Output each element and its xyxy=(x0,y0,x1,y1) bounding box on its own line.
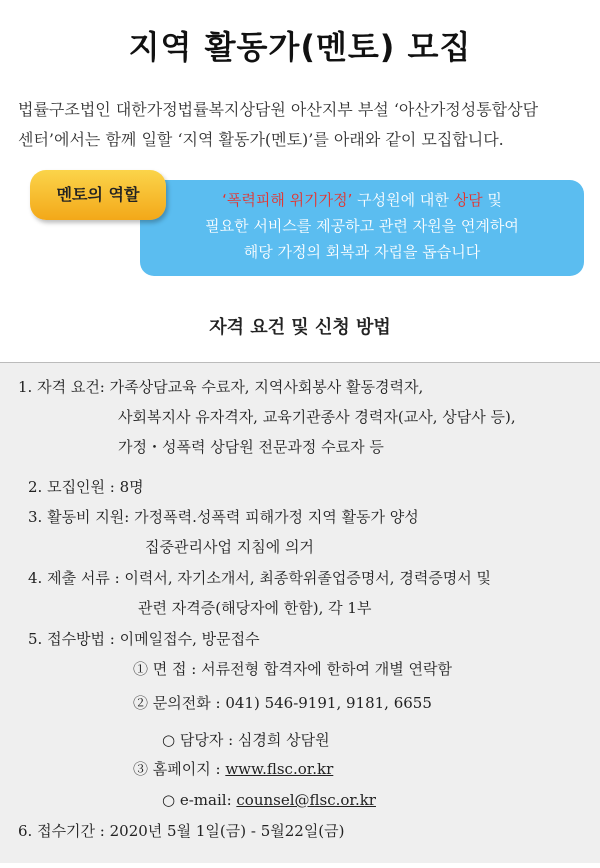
mentor-role-badge: 멘토의 역할 xyxy=(30,170,166,220)
requirement-item: 6. 접수기간 : 2020년 5월 1일(금) - 5월22일(금) xyxy=(18,822,345,840)
requirement-item: 5. 접수방법 : 이메일접수, 방문접수 xyxy=(28,630,260,648)
requirement-item: ① 면 접 : 서류전형 합격자에 한하여 개별 연락함 xyxy=(133,660,453,678)
requirement-item: ② 문의전화 : 041) 546-9191, 9181, 6655 xyxy=(133,694,432,712)
highlight-text: ‘폭력피해 위기가정’ xyxy=(222,191,353,209)
page-title: 지역 활동가(멘토) 모집 xyxy=(128,28,472,66)
homepage-label: ③ 홈페이지 : xyxy=(133,760,226,778)
role-line: 필요한 서비스를 제공하고 관련 자원을 연계하여 xyxy=(205,217,519,235)
intro-line: 법률구조법인 대한가정법률복지상담원 아산지부 부설 ‘아산가정성통합상담 xyxy=(18,100,539,119)
requirement-item: 관련 자격증(해당자에 한함), 각 1부 xyxy=(138,599,372,617)
requirement-item: 1. 자격 요건: 가족상담교육 수료자, 지역사회봉사 활동경력자, xyxy=(18,378,424,396)
email-label: ○ e-mail: xyxy=(162,791,237,809)
requirement-item: 3. 활동비 지원: 가정폭력.성폭력 피해가정 지역 활동가 양성 xyxy=(28,508,419,526)
requirement-item xyxy=(133,758,333,779)
role-text: 구성원에 대한 xyxy=(352,191,454,209)
requirement-item: 2. 모집인원 : 8명 xyxy=(28,478,144,496)
role-description-text xyxy=(140,187,584,265)
requirement-item: 사회복지사 유자격자, 교육기관종사 경력자(교사, 상담사 등), xyxy=(118,408,516,426)
role-text: 및 xyxy=(482,191,502,209)
role-line: 해당 가정의 회복과 자립을 돕습니다 xyxy=(243,243,481,261)
requirement-item xyxy=(162,791,376,809)
intro-line: 센터’에서는 함께 일할 ‘지역 활동가(멘토)’를 아래와 같이 모집합니다. xyxy=(18,130,504,149)
email-link[interactable]: counsel@flsc.or.kr xyxy=(236,791,376,809)
requirement-item: 4. 제출 서류 : 이력서, 자기소개서, 최종학위졸업증명서, 경력증명서 및 xyxy=(28,569,492,587)
requirement-item: 가정・성폭력 상담원 전문과정 수료자 등 xyxy=(118,438,384,456)
section-title: 자격 요건 및 신청 방법 xyxy=(209,317,391,338)
homepage-link[interactable]: www.flsc.or.kr xyxy=(225,760,334,778)
highlight-text: 상담 xyxy=(453,191,483,209)
requirement-item: ○ 담당자 : 심경희 상담원 xyxy=(162,731,330,749)
intro-paragraph xyxy=(18,95,586,155)
requirement-item: 집중관리사업 지침에 의거 xyxy=(145,538,314,556)
